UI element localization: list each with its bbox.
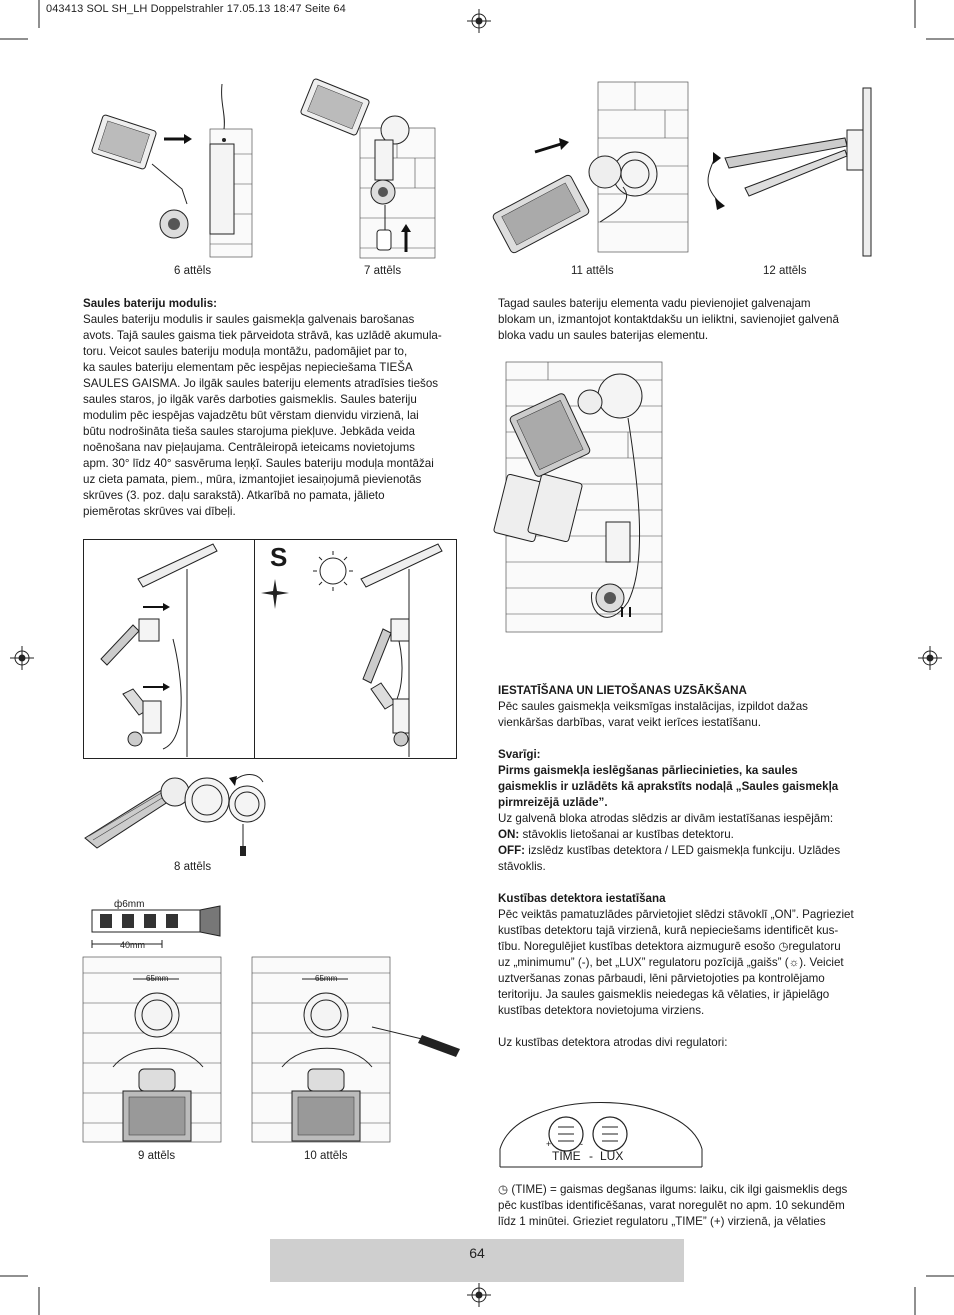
time-line: līdz 1 minūtei. Grieziet regulatoru „TIME” (+) virzienā, ja vēlaties bbox=[498, 1215, 826, 1228]
off-text: izslēdz kustības detektora / LED gaismekļa funkciju. Uzlādes bbox=[525, 844, 841, 857]
important-line: gaismeklis ir uzlādēts kā aprakstīts nodaļā „Saules gaismekļa bbox=[498, 780, 839, 793]
solar-line: piemērotas skrūves vai dībeļi. bbox=[83, 505, 236, 518]
figure-9-illustration bbox=[83, 957, 223, 1147]
solar-line: modulim pēc iespējas vajadzētu būt vērstam dienvidu virzienā, lai bbox=[83, 409, 419, 422]
print-header: 043413 SOL SH_LH Doppelstrahler 17.05.13 18:47 Seite 64 bbox=[46, 3, 346, 15]
page-number-bar bbox=[270, 1239, 684, 1282]
dowel-drill-illustration bbox=[90, 906, 225, 952]
seasonal-illustration bbox=[83, 539, 455, 757]
dial-plus-mark: + bbox=[546, 1139, 552, 1149]
solar-module-heading: Saules bateriju modulis: bbox=[83, 297, 218, 310]
setup-line: Pēc saules gaismekļa veiksmīgas instalācijas, izpildot dažas bbox=[498, 700, 808, 713]
off-text-continued: stāvoklis. bbox=[498, 860, 546, 873]
figure-10-caption: 10 attēls bbox=[304, 1150, 348, 1162]
solar-line: avots. Tajā saules gaisma tiek pārveidota strāvā, kas uzlādē akumula- bbox=[83, 329, 442, 342]
on-text: stāvoklis lietošanai ar kustības detektoru. bbox=[519, 828, 734, 841]
figure-12-caption: 12 attēls bbox=[763, 265, 807, 277]
off-option bbox=[498, 843, 878, 859]
solar-line: uz cieta pamata, piem., mūra, izmantojiet iesaiņojumā pievienotās bbox=[83, 473, 422, 486]
solar-line: Saules bateriju modulis ir saules gaismekļa galvenais barošanas bbox=[83, 313, 415, 326]
figure-9-caption: 9 attēls bbox=[138, 1150, 176, 1162]
motion-line: kustības detektora novietojuma virziens. bbox=[498, 1004, 705, 1017]
solar-line: saules staros, jo ilgāk varēs darboties gaismeklis. Saules bateriju bbox=[83, 393, 417, 406]
drill-size-label: ф6mm bbox=[114, 899, 145, 910]
time-description bbox=[498, 1182, 878, 1230]
motion-line: teritoriju. Ja saules gaismeklis neiedegas kā vēlaties, ir jāpielāgo bbox=[498, 988, 830, 1001]
figure-8-illustration bbox=[85, 768, 275, 858]
off-label: OFF: bbox=[498, 844, 526, 857]
solar-line: noēnošana nav pieļaujama. Centrāleiropā ieteicams novietojums bbox=[83, 441, 415, 454]
dial-separator: - bbox=[589, 1149, 593, 1163]
solar-line: toru. Veicot saules bateriju moduļa montāžu, padomājiet par to, bbox=[83, 345, 408, 358]
setup-heading: IESTATĪŠANA UN LIETOŠANAS UZSĀKŠANA bbox=[498, 684, 747, 697]
figure-12-illustration bbox=[705, 88, 875, 258]
figure-6-illustration bbox=[92, 84, 252, 260]
season-label: S bbox=[270, 542, 288, 572]
motion-heading: Kustības detektora iestatīšana bbox=[498, 892, 666, 905]
time-line: pēc kustības identificēšanas, varat noregulēt no apm. 10 sekundēm bbox=[498, 1199, 845, 1212]
hole-spacing-label-9: 65mm bbox=[146, 974, 169, 983]
motion-line: uztveršanas zonas pārbaudi, lēni pārvietojoties pa kontrolējamo bbox=[498, 972, 825, 985]
on-label: ON: bbox=[498, 828, 520, 841]
switch-line: Uz galvenā bloka atrodas slēdzis ar divām iestatīšanas iespējām: bbox=[498, 812, 834, 825]
setup-section bbox=[498, 683, 878, 1051]
solar-line: apm. 30° līdz 40° sasvēruma leņķī. Saules bateriju moduļa montāžai bbox=[83, 457, 434, 470]
solar-line: būtu nodrošināta tieša saules starojuma piekļuve. Jebkāda veida bbox=[83, 425, 415, 438]
setup-line: vienkāršas darbības, varat veikt ierīces iestatīšanu. bbox=[498, 716, 761, 729]
connection-illustration bbox=[498, 362, 668, 634]
drill-depth-label: 40mm bbox=[120, 940, 146, 950]
connection-intro bbox=[498, 296, 878, 344]
figure-7-illustration bbox=[305, 80, 435, 260]
page-number: 64 bbox=[469, 1245, 485, 1261]
motion-line: uz „minimumu” (-), bet „LUX” regulatoru pozīcijā „gaišs” (☼). Veiciet bbox=[498, 956, 844, 969]
figure-6-caption: 6 attēls bbox=[174, 265, 212, 277]
solar-line: SAULES GAISMA. Jo ilgāk saules bateriju elements atradīsies tiešos bbox=[83, 377, 439, 390]
time-line: ◷ (TIME) = gaismas degšanas ilgums: laiku, cik ilgi gaismeklis degs bbox=[498, 1183, 848, 1196]
intro-line: bloka vadu un saules baterijas elementu. bbox=[498, 329, 709, 342]
regulators-line: Uz kustības detektora atrodas divi regulatori: bbox=[498, 1036, 728, 1049]
figure-10-illustration bbox=[252, 957, 467, 1147]
on-option bbox=[498, 827, 878, 843]
dial-minus-mark: - bbox=[580, 1139, 583, 1149]
intro-line: Tagad saules bateriju elementa vadu pievienojiet galvenajam bbox=[498, 297, 811, 310]
figure-11-illustration bbox=[495, 82, 690, 262]
dial-time-label: TIME bbox=[552, 1149, 581, 1163]
intro-line: blokam un, izmantojot kontaktdakšu un ieliktni, savienojiet galvenā bbox=[498, 313, 839, 326]
motion-line: tību. Noregulējiet kustības detektora aizmugurē esošo ◷regulatoru bbox=[498, 940, 841, 953]
important-line: pirmreizējā uzlāde”. bbox=[498, 796, 608, 809]
important-line: Pirms gaismekļa ieslēgšanas pārliecinieties, ka saules bbox=[498, 764, 798, 777]
hole-spacing-label-10: 65mm bbox=[315, 974, 338, 983]
figure-7-caption: 7 attēls bbox=[364, 265, 402, 277]
motion-line: kustības detektoru tajā virzienā, kurā nepieciešams identificēt kus- bbox=[498, 924, 839, 937]
dial-lux-label: LUX bbox=[600, 1149, 624, 1163]
solar-module-section bbox=[83, 296, 473, 520]
solar-line: ka saules bateriju elementam pēc iespējas nepieciešama TIEŠA bbox=[83, 361, 413, 374]
figure-8-caption: 8 attēls bbox=[174, 861, 212, 873]
motion-line: Pēc veiktās pamatuzlādes pārvietojiet slēdzi stāvoklī „ON”. Pagrieziet bbox=[498, 908, 854, 921]
figure-11-caption: 11 attēls bbox=[571, 265, 614, 277]
important-heading: Svarīgi: bbox=[498, 748, 541, 761]
solar-line: skrūves (3. poz. daļu sarakstā). Atkarībā no pamata, jālieto bbox=[83, 489, 385, 502]
